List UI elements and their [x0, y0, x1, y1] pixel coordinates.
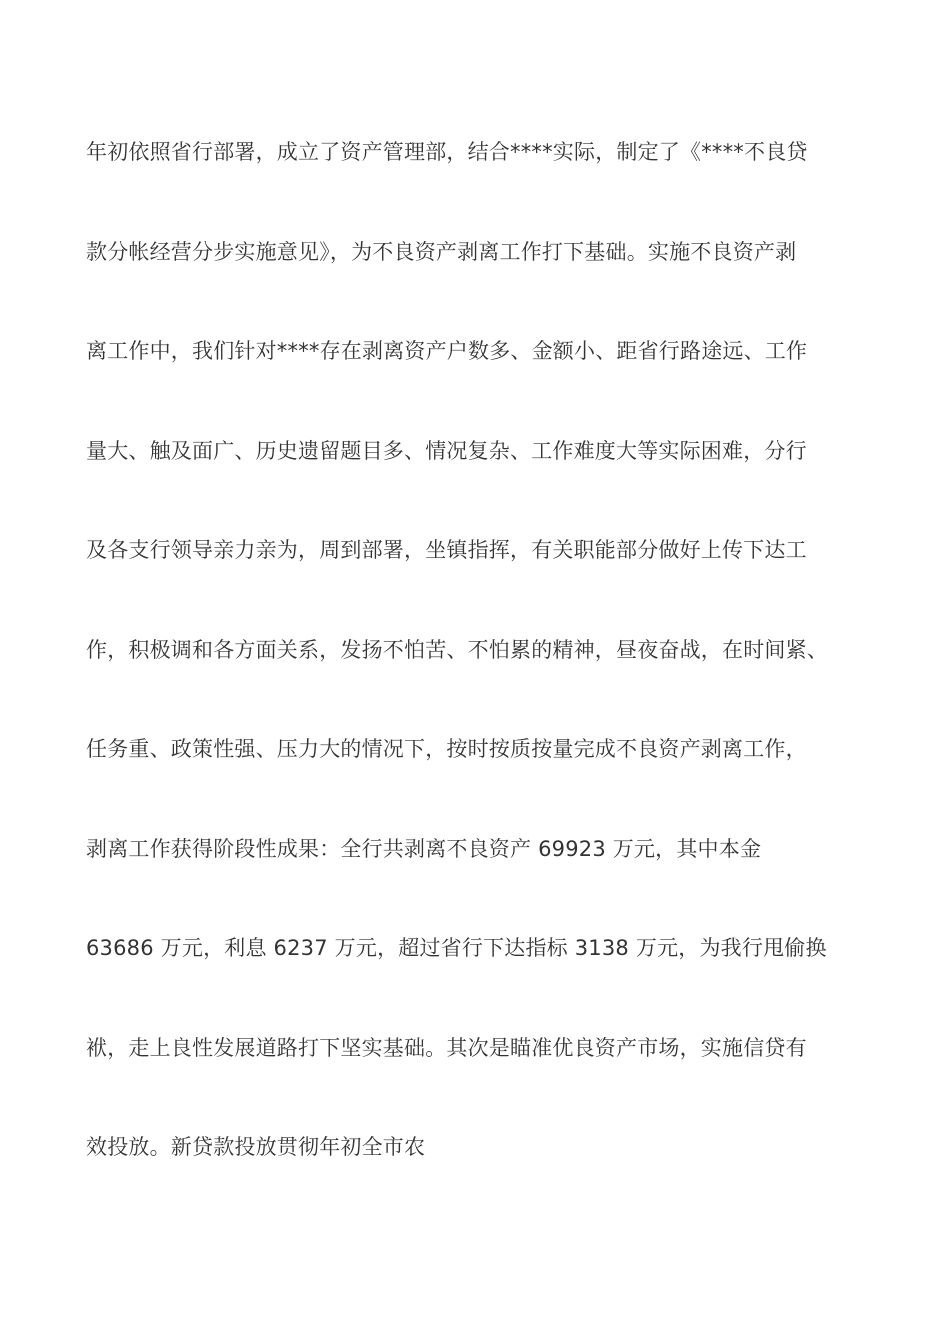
text-line: 款分帐经营分步实施意见》，为不良资产剥离工作打下基础。实施不良资产剥 [86, 239, 797, 264]
text-line: 任务重、政策性强、压力大的情况下，按时按质按量完成不良资产剥离工作， [86, 737, 807, 761]
text-line: 离工作中，我们针对****存在剥离资产户数多、金额小、距省行路途远、工作 [86, 339, 808, 363]
text-line: 63686 万元，利息 6237 万元，超过省行下达指标 3138 万元，为我行甩偷换 [86, 936, 827, 960]
text-line: 年初依照省行部署，成立了资产管理部，结合****实际，制定了《****不良贷 [86, 140, 808, 164]
text-line: 量大、触及面广、历史遗留题目多、情况复杂、工作难度大等实际困难，分行 [86, 438, 807, 463]
text-line: 作，积极调和各方面关系，发扬不怕苦、不怕累的精神，昼夜奋战，在时间紧、 [86, 637, 828, 662]
text-line: 效投放。新贷款投放贯彻年初全市农 [86, 1135, 426, 1159]
text-line: 及各支行领导亲力亲为，周到部署，坐镇指挥，有关职能部分做好上传下达工 [86, 538, 807, 562]
document-body [86, 127, 876, 1222]
text-line: 剥离工作获得阶段性成果：全行共剥离不良资产 69923 万元，其中本金 [86, 836, 762, 861]
text-line: 袱，走上良性发展道路打下坚实基础。其次是瞄准优良资产市场，实施信贷有 [86, 1035, 807, 1060]
